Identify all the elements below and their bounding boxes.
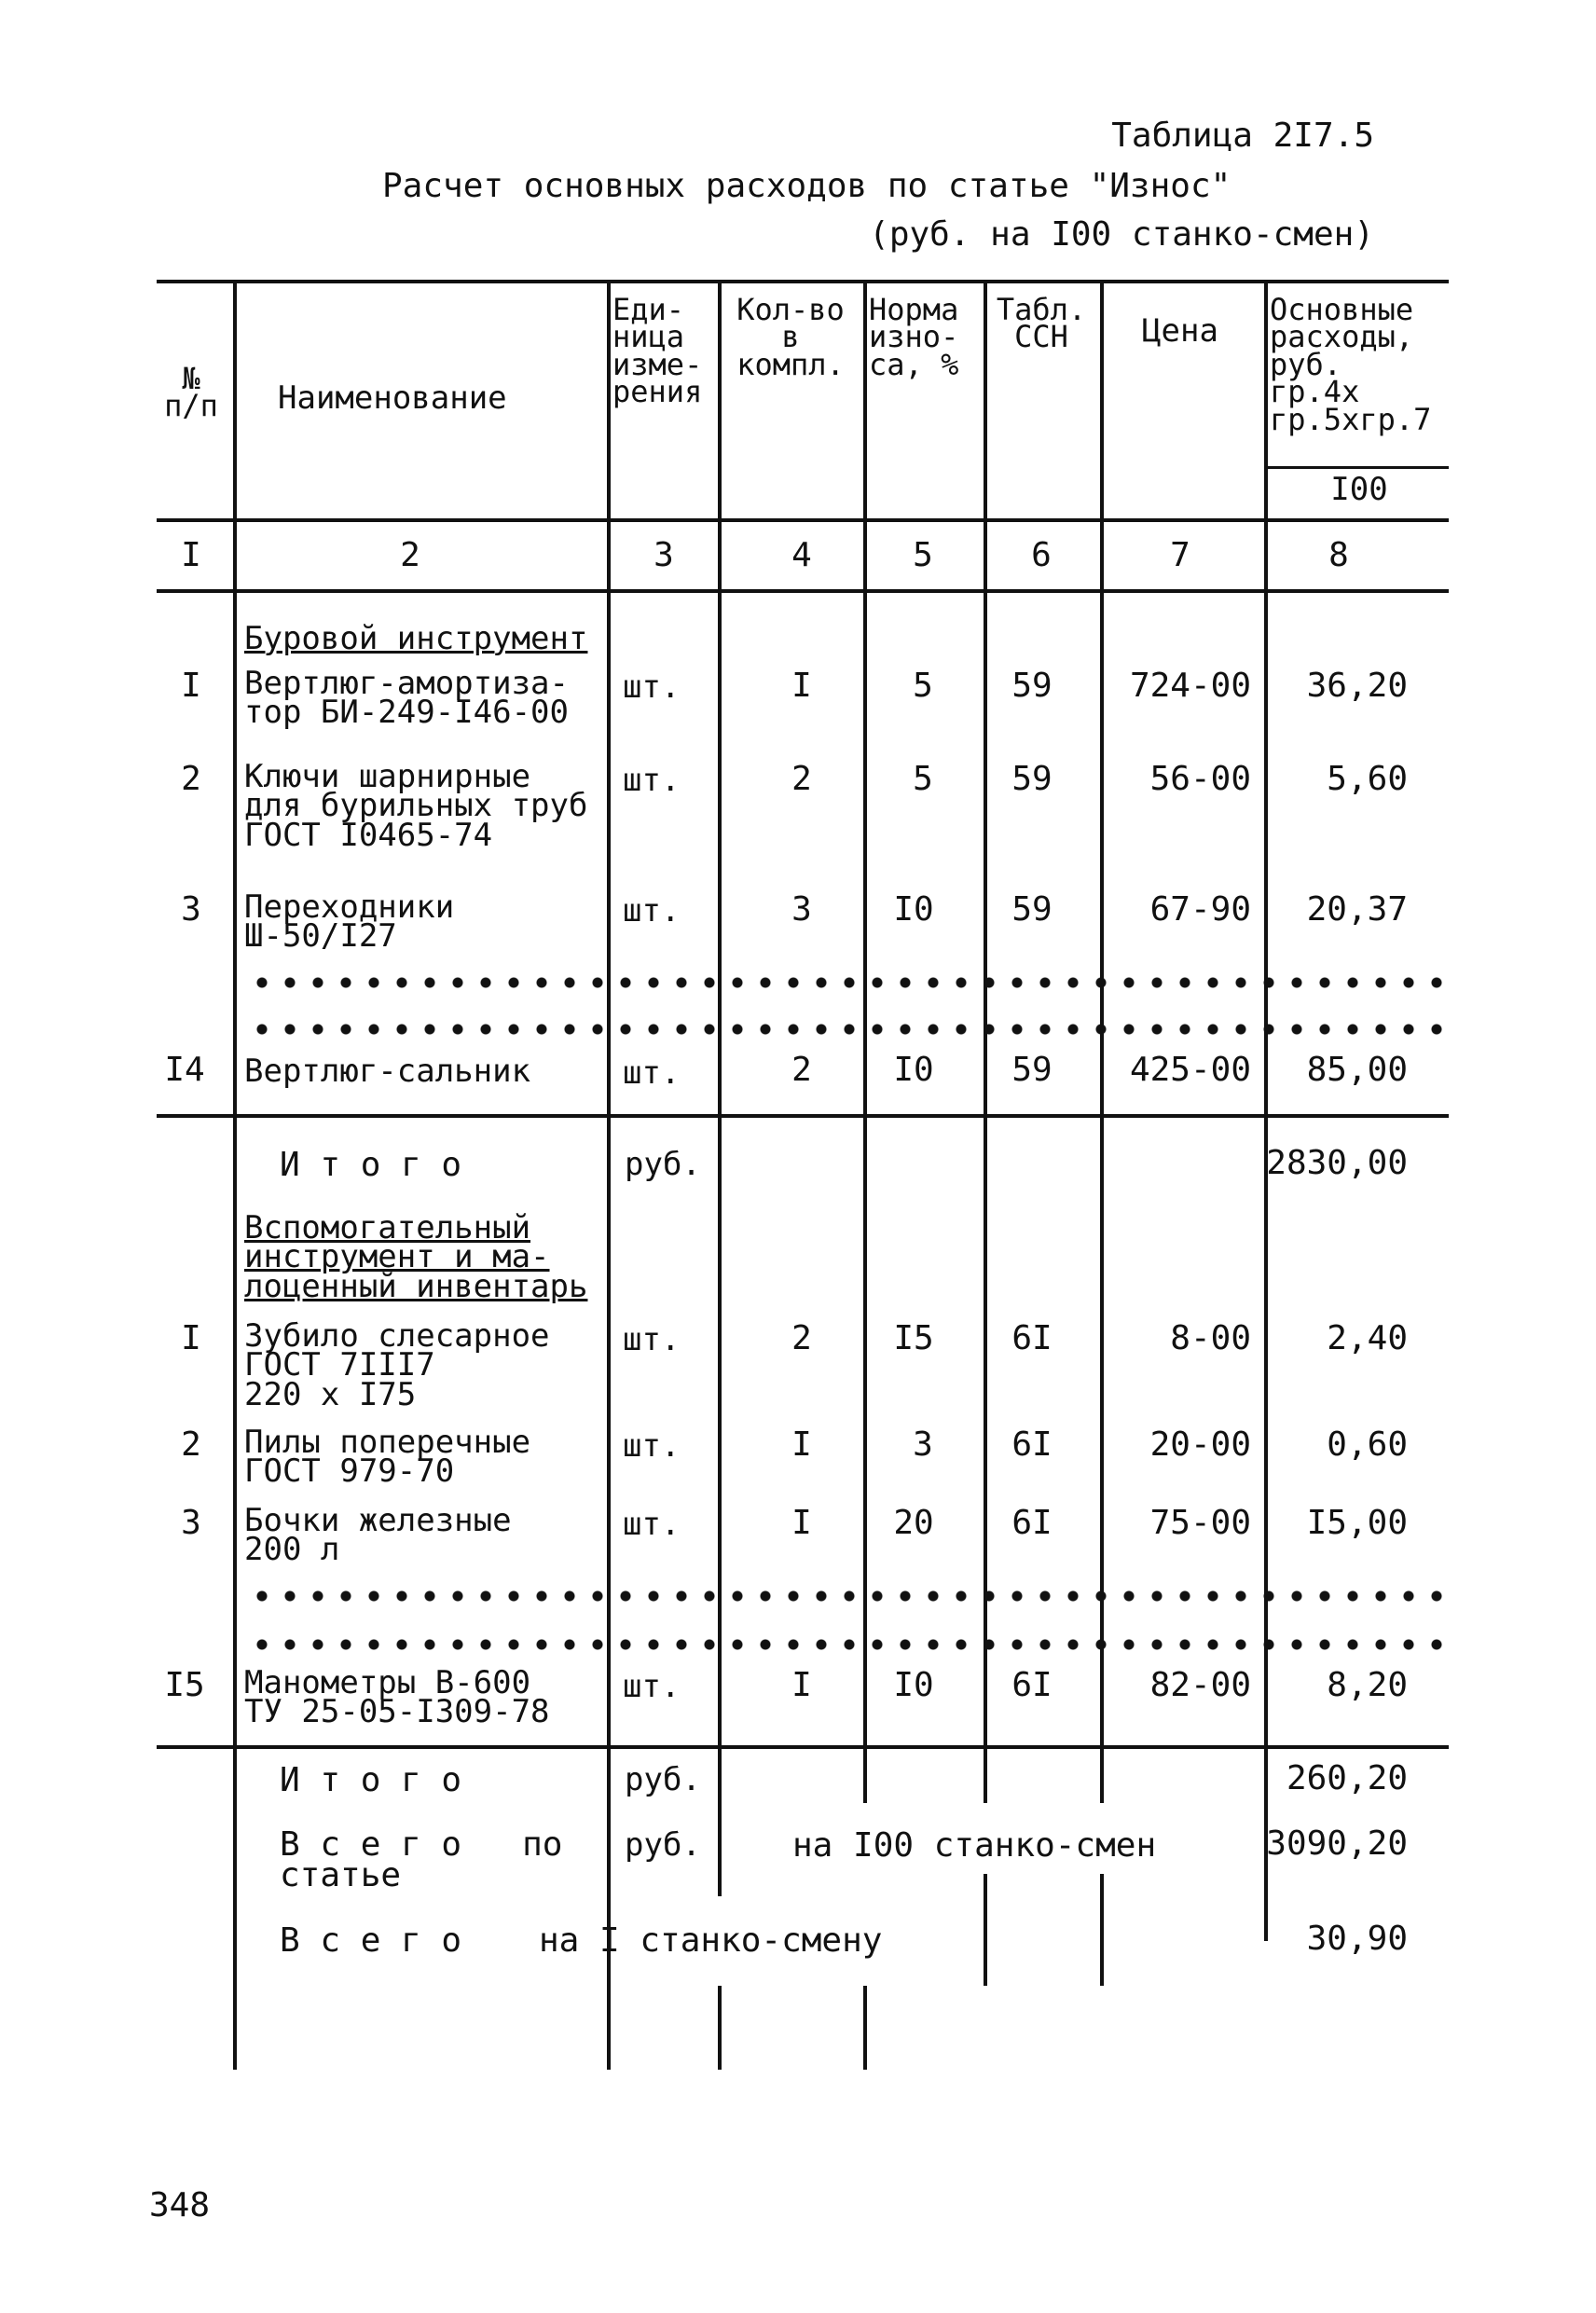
row-unit: шт. [623, 1321, 681, 1358]
row-name: Вертлюг-амортиза- тор БИ-249-I46-00 [244, 665, 569, 732]
row-number: I [181, 667, 201, 705]
row-qty: I [791, 1666, 812, 1704]
col-border-5 [984, 282, 987, 1792]
section-total-unit: руб. [625, 1146, 701, 1183]
summary-all-unit: руб. [625, 1826, 701, 1864]
row-number: 3 [181, 890, 201, 929]
row-ssn: 59 [1011, 890, 1053, 929]
row-unit: шт. [623, 1506, 681, 1543]
row-price: 20-00 [1149, 1425, 1251, 1464]
row-price: 75-00 [1149, 1504, 1251, 1542]
col-border-2 [607, 282, 611, 2070]
row-cost: 5,60 [1327, 760, 1408, 798]
row-name: Зубило слесарное ГОСТ 7III7 220 x I75 [244, 1317, 550, 1413]
row-name: Вертлюг-сальник [244, 1053, 531, 1090]
row-cost: 2,40 [1327, 1319, 1408, 1357]
row-unit: шт. [623, 668, 681, 706]
col-header-norm: Норма изно- са, % [869, 292, 959, 382]
row-price: 82-00 [1149, 1666, 1251, 1704]
row-unit: шт. [623, 892, 681, 929]
col-border-1 [233, 282, 237, 2070]
row-unit: шт. [623, 1427, 681, 1465]
col-number: 8 [1328, 536, 1349, 574]
row-qty: I [791, 667, 812, 705]
sum-border-5b [984, 1874, 987, 1986]
row-qty: I [791, 1504, 812, 1542]
row-norm: 5 [913, 760, 933, 798]
rule-section2-bottom [157, 1745, 1449, 1749]
row-ssn: 6I [1011, 1319, 1053, 1357]
row-ssn: 59 [1011, 760, 1053, 798]
summary-per-note: на I станко-смену [539, 1921, 883, 1960]
sum-border-6a [1100, 1747, 1104, 1803]
table-title: Расчет основных расходов по статье "Износ" [382, 167, 1231, 205]
ellipsis-dots [248, 1639, 1445, 1650]
row-qty: I [791, 1425, 812, 1464]
sum-border-6b [1100, 1874, 1104, 1986]
row-cost: 85,00 [1306, 1051, 1408, 1089]
row-qty: 2 [791, 760, 812, 798]
rule-top [157, 280, 1449, 283]
rule-colnum-bottom [157, 589, 1449, 593]
row-number: I5 [164, 1666, 205, 1704]
col-number: 6 [1031, 536, 1052, 574]
row-ssn: 6I [1011, 1425, 1053, 1464]
col-header-unit: Еди- ница изме- рения [612, 292, 703, 410]
section-total-value: 2830,00 [1266, 1144, 1408, 1182]
row-norm: I5 [893, 1319, 934, 1357]
col-header-cost-denominator: I00 [1330, 471, 1388, 508]
col-header-ssn: Табл. ССН [996, 292, 1087, 355]
row-price: 724-00 [1129, 667, 1251, 705]
col-number: 4 [791, 536, 812, 574]
summary-all-note: на I00 станко-смен [792, 1826, 1157, 1865]
row-number: 3 [181, 1504, 201, 1542]
sum-border-4a [863, 1747, 867, 1803]
row-cost: I5,00 [1306, 1504, 1408, 1542]
col-number: I [181, 536, 201, 574]
sum-border-3 [718, 1747, 722, 1896]
row-price: 56-00 [1149, 760, 1251, 798]
ellipsis-dots [248, 977, 1445, 988]
row-norm: 5 [913, 667, 933, 705]
col-border-3 [718, 282, 722, 1792]
row-number: 2 [181, 1425, 201, 1464]
col-border-7 [1264, 282, 1268, 1941]
sum-border-3c [718, 1986, 722, 2070]
col-header-cost: Основные расходы, руб. гр.4х гр.5хгр.7 [1270, 292, 1432, 437]
row-cost: 20,37 [1306, 890, 1408, 929]
row-ssn: 6I [1011, 1504, 1053, 1542]
summary-per-value: 30,90 [1306, 1920, 1408, 1958]
row-qty: 2 [791, 1051, 812, 1089]
col-border-4 [863, 282, 867, 1792]
row-price: 67-90 [1149, 890, 1251, 929]
section-total-unit: руб. [625, 1761, 701, 1798]
row-qty: 3 [791, 890, 812, 929]
row-norm: I0 [893, 1051, 934, 1089]
row-norm: 20 [893, 1504, 934, 1542]
section-heading: Вспомогательный инструмент и ма- лоценный инвентарь [244, 1209, 588, 1305]
row-ssn: 59 [1011, 667, 1053, 705]
col-border-6 [1100, 282, 1104, 1792]
row-name: Ключи шарнирные для бурильных труб ГОСТ I0465-74 [244, 758, 588, 854]
row-name: Переходники Ш-50/I27 [244, 888, 455, 956]
summary-per-label: В с е г о [280, 1921, 462, 1960]
col-number: 2 [400, 536, 420, 574]
summary-all-label: В с е г о по статье [280, 1825, 563, 1895]
row-qty: 2 [791, 1319, 812, 1357]
row-name: Бочки железные 200 л [244, 1502, 512, 1569]
col-number: 7 [1170, 536, 1190, 574]
table-label: Таблица 2I7.5 [1111, 117, 1374, 155]
ellipsis-dots [248, 1024, 1445, 1035]
rule-section1-bottom [157, 1114, 1449, 1118]
row-ssn: 6I [1011, 1666, 1053, 1704]
row-price: 425-00 [1129, 1051, 1251, 1089]
row-unit: шт. [623, 1054, 681, 1092]
row-number: 2 [181, 760, 201, 798]
section-total-label: И т о г о [280, 1146, 462, 1184]
ellipsis-dots [248, 1590, 1445, 1602]
row-norm: I0 [893, 1666, 934, 1704]
page-number: 348 [149, 2186, 211, 2224]
sum-border-4c [863, 1986, 867, 2070]
section-heading: Буровой инструмент [244, 620, 588, 657]
row-cost: 8,20 [1327, 1666, 1408, 1704]
col-header-price: Цена [1142, 312, 1218, 350]
row-unit: шт. [623, 1668, 681, 1705]
row-price: 8-00 [1170, 1319, 1251, 1357]
section-total-value: 260,20 [1286, 1759, 1408, 1797]
col-number: 3 [654, 536, 674, 574]
summary-all-value: 3090,20 [1266, 1824, 1408, 1863]
row-cost: 0,60 [1327, 1425, 1408, 1464]
row-norm: 3 [913, 1425, 933, 1464]
row-number: I [181, 1319, 201, 1357]
row-name: Манометры В-600 ТУ 25-05-I309-78 [244, 1664, 550, 1731]
table-subtitle: (руб. на I00 станко-смен) [869, 215, 1374, 254]
row-unit: шт. [623, 762, 681, 799]
row-ssn: 59 [1011, 1051, 1053, 1089]
row-cost: 36,20 [1306, 667, 1408, 705]
rule-header-bottom [157, 518, 1449, 522]
col-number: 5 [913, 536, 933, 574]
sum-border-5a [984, 1747, 987, 1803]
row-name: Пилы поперечные ГОСТ 979-70 [244, 1424, 531, 1491]
row-norm: I0 [893, 890, 934, 929]
col-header-name: Наименование [278, 379, 507, 417]
section-total-label: И т о г о [280, 1761, 462, 1799]
col-header-qty: Кол-во в компл. [736, 292, 845, 382]
row-number: I4 [164, 1051, 205, 1089]
col-header-number: № п/п [164, 361, 218, 424]
rule-fraction [1268, 466, 1449, 469]
